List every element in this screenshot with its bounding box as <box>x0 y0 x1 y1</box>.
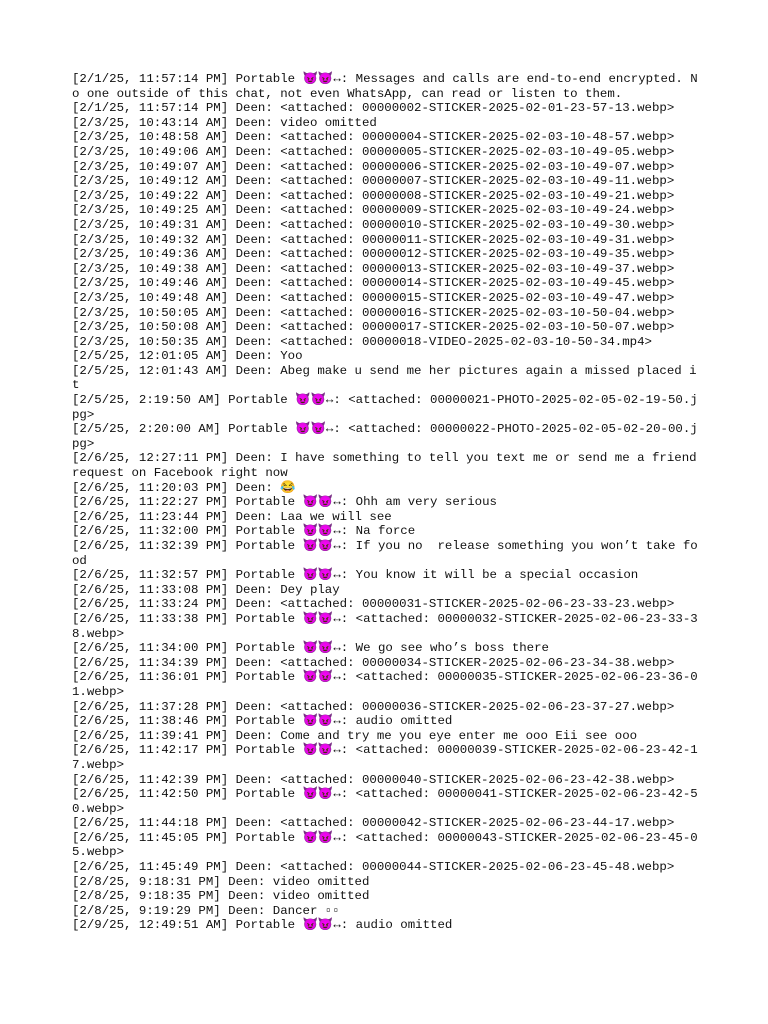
chat-line: [2/5/25, 12:01:43 AM] Deen: Abeg make u send me her pictures again a missed placed it <box>72 363 697 393</box>
chat-line: [2/6/25, 12:27:11 PM] Deen: I have something to tell you text me or send me a friend request on Facebook right now <box>72 451 705 481</box>
chat-line: [2/6/25, 11:20:03 PM] Deen: 😂 <box>72 480 296 495</box>
chat-line: [2/6/25, 11:45:49 PM] Deen: <attached: 00000044-STICKER-2025-02-06-23-45-48.webp> <box>72 860 675 875</box>
chat-line: [2/8/25, 9:18:31 PM] Deen: video omitted <box>72 874 370 889</box>
chat-line: [2/6/25, 11:32:00 PM] Portable 😈😈↔: Na force <box>72 524 416 539</box>
chat-line: [2/6/25, 11:33:24 PM] Deen: <attached: 00000031-STICKER-2025-02-06-23-33-23.webp> <box>72 597 675 612</box>
chat-line: [2/5/25, 12:01:05 AM] Deen: Yoo <box>72 349 303 364</box>
chat-line: [2/3/25, 10:49:48 AM] Deen: <attached: 00000015-STICKER-2025-02-03-10-49-47.webp> <box>72 290 675 305</box>
chat-line: [2/5/25, 2:20:00 AM] Portable 😈😈↔: <attached: 00000022-PHOTO-2025-02-05-02-20-00.jpg> <box>72 422 698 451</box>
chat-line: [2/6/25, 11:34:00 PM] Portable 😈😈↔: We go see who’s boss there <box>72 641 549 656</box>
chat-line: [2/3/25, 10:50:08 AM] Deen: <attached: 00000017-STICKER-2025-02-03-10-50-07.webp> <box>72 320 675 335</box>
chat-line: [2/5/25, 2:19:50 AM] Portable 😈😈↔: <attached: 00000021-PHOTO-2025-02-05-02-19-50.jpg> <box>72 393 698 422</box>
chat-line: [2/6/25, 11:44:18 PM] Deen: <attached: 00000042-STICKER-2025-02-06-23-44-17.webp> <box>72 816 675 831</box>
chat-line: [2/1/25, 11:57:14 PM] Deen: <attached: 00000002-STICKER-2025-02-01-23-57-13.webp> <box>72 101 675 116</box>
chat-line: [2/6/25, 11:37:28 PM] Deen: <attached: 00000036-STICKER-2025-02-06-23-37-27.webp> <box>72 699 675 714</box>
chat-line: [2/3/25, 10:49:38 AM] Deen: <attached: 00000013-STICKER-2025-02-03-10-49-37.webp> <box>72 261 675 276</box>
chat-line: [2/6/25, 11:33:08 PM] Deen: Dey play <box>72 582 340 597</box>
chat-line: [2/6/25, 11:32:57 PM] Portable 😈😈↔: You know it will be a special occasion <box>72 568 639 583</box>
chat-line: [2/3/25, 10:48:58 AM] Deen: <attached: 00000004-STICKER-2025-02-03-10-48-57.webp> <box>72 130 675 145</box>
chat-line: [2/1/25, 11:57:14 PM] Portable 😈😈↔: Messages and calls are end-to-end encrypted. No one outside of this chat, not even WhatsApp, can read or listen to them. <box>72 72 698 101</box>
chat-line: [2/6/25, 11:34:39 PM] Deen: <attached: 00000034-STICKER-2025-02-06-23-34-38.webp> <box>72 655 675 670</box>
chat-line: [2/3/25, 10:50:05 AM] Deen: <attached: 00000016-STICKER-2025-02-03-10-50-04.webp> <box>72 305 675 320</box>
chat-line: [2/3/25, 10:43:14 AM] Deen: video omitted <box>72 115 377 130</box>
chat-line: [2/6/25, 11:39:41 PM] Deen: Come and try me you eye enter me ooo Eii see ooo <box>72 728 638 743</box>
chat-line: [2/3/25, 10:49:06 AM] Deen: <attached: 00000005-STICKER-2025-02-03-10-49-05.webp> <box>72 144 675 159</box>
chat-line: [2/3/25, 10:49:32 AM] Deen: <attached: 00000011-STICKER-2025-02-03-10-49-31.webp> <box>72 232 675 247</box>
chat-line: [2/3/25, 10:49:46 AM] Deen: <attached: 00000014-STICKER-2025-02-03-10-49-45.webp> <box>72 276 675 291</box>
chat-line: [2/3/25, 10:49:12 AM] Deen: <attached: 00000007-STICKER-2025-02-03-10-49-11.webp> <box>72 174 675 189</box>
chat-line: [2/6/25, 11:38:46 PM] Portable 😈😈↔: audio omitted <box>72 714 453 729</box>
chat-line: [2/6/25, 11:45:05 PM] Portable 😈😈↔: <attached: 00000043-STICKER-2025-02-06-23-45-05.webp> <box>72 830 698 860</box>
chat-line: [2/6/25, 11:36:01 PM] Portable 😈😈↔: <attached: 00000035-STICKER-2025-02-06-23-36-01.webp> <box>72 670 698 699</box>
chat-line: [2/3/25, 10:49:22 AM] Deen: <attached: 00000008-STICKER-2025-02-03-10-49-21.webp> <box>72 188 675 203</box>
chat-line: [2/6/25, 11:42:39 PM] Deen: <attached: 00000040-STICKER-2025-02-06-23-42-38.webp> <box>72 772 675 787</box>
chat-line: [2/6/25, 11:23:44 PM] Deen: Laa we will see <box>72 509 392 524</box>
chat-line: [2/6/25, 11:42:50 PM] Portable 😈😈↔: <attached: 00000041-STICKER-2025-02-06-23-42-50.webp> <box>72 787 698 816</box>
chat-line: [2/3/25, 10:50:35 AM] Deen: <attached: 00000018-VIDEO-2025-02-03-10-50-34.mp4> <box>72 334 652 349</box>
chat-line: [2/3/25, 10:49:31 AM] Deen: <attached: 00000010-STICKER-2025-02-03-10-49-30.webp> <box>72 217 675 232</box>
chat-line: [2/8/25, 9:18:35 PM] Deen: video omitted <box>72 889 370 904</box>
chat-line: [2/8/25, 9:19:29 PM] Deen: Dancer ▫▫ <box>72 903 340 918</box>
chat-line: [2/9/25, 12:49:51 AM] Portable 😈😈↔: audio omitted <box>72 918 453 933</box>
chat-line: [2/3/25, 10:49:25 AM] Deen: <attached: 00000009-STICKER-2025-02-03-10-49-24.webp> <box>72 203 675 218</box>
chat-line: [2/3/25, 10:49:36 AM] Deen: <attached: 00000012-STICKER-2025-02-03-10-49-35.webp> <box>72 247 675 262</box>
chat-line: [2/6/25, 11:42:17 PM] Portable 😈😈↔: <attached: 00000039-STICKER-2025-02-06-23-42-17.webp> <box>72 743 698 772</box>
chat-line: [2/6/25, 11:33:38 PM] Portable 😈😈↔: <attached: 00000032-STICKER-2025-02-06-23-33-38.webp> <box>72 611 698 641</box>
chat-line: [2/6/25, 11:22:27 PM] Portable 😈😈↔: Ohh am very serious <box>72 495 497 510</box>
chat-line: [2/6/25, 11:32:39 PM] Portable 😈😈↔: If you no release something you won’t take food <box>72 539 698 568</box>
chat-log <box>72 72 705 933</box>
chat-line: [2/3/25, 10:49:07 AM] Deen: <attached: 00000006-STICKER-2025-02-03-10-49-07.webp> <box>72 159 675 174</box>
